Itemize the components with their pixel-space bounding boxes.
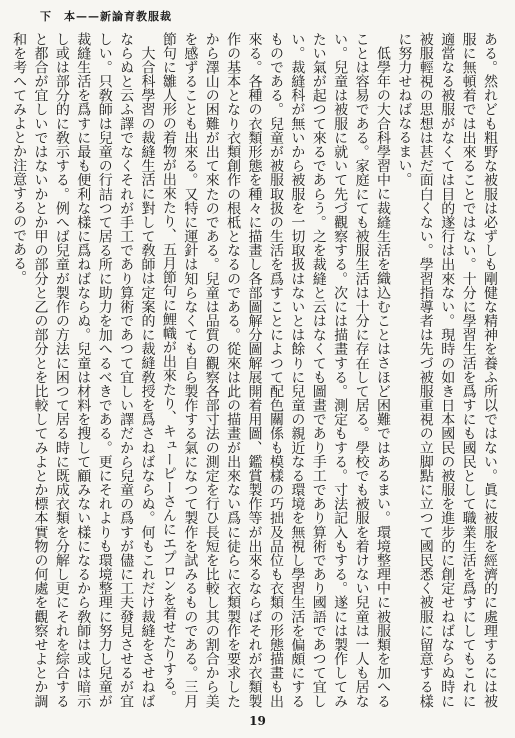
paragraph: ある。然れども粗野な被服は必ずしも剛健な精神を養ふ所以ではない。眞に被服を經濟的に處理するには被服に無頓着では出來ることではない。十分に學習生活を爲すにも國民として職業生活を爲すにしてもこれに適當なる被服がなくては目的遂行は出來ない。現時の如き日本國民の被服を進步的に創定せねばならぬ時に被服輕視の思想は甚だ面白くない。學習指導者は先づ被服重視の立脚點に立つて國民悉く被服に留意する樣に努力せねばなるまい。 [396, 32, 498, 708]
paragraph: 低學年の大合科學習中に裁縫生活を織込むことはさほど困難ではあるまい。環境整理中に被服類を加へることは容易である。家庭にても被服生活は十分に存在して居る。學校でも被服を着けない兒童は一人も居ない。兒童は被服に就いて先づ觀察する。次には描畫する。測定もする。寸法記入もする。遂には製作してみたい氣が起つて來るであらう。之を裁縫と云はなくても圖畫であり手工であり算術であり國語であつて宜しい。裁縫科が無いから被服を一切取扱はないとは餘りに兒童の親近なる環境を無視し學習生活を偏頗にするものである。兒童が被服取扱の生活を爲すことによつて配色關係も模樣の巧拙及品位も衣類の形態描畫も出來る。各種の衣類形態を種々に描畫し各部圖解分圖解展開着用圖、鑑賞製作等が出來るならばそれが衣類製作の基本となり衣類創作の根柢となるのである。從來は此の描畫が出來ない爲に徒らに衣類製作を要求したから澤山の困難が出て來たのである。兒童は品質の觀察各部寸法の測定を行ひ長短を比較し其の割合から美を感ずることも出來る。又特に運針は知らなくても自ら製作する氣になつて製作を試みるものである。三月節句に雛人形の着物が出來たり、五月節句に鯉幟が出來たり、キューピーさんにエプロンを着せたりする。 [160, 32, 391, 709]
running-head: 下 本——新論育教服裁 [40, 10, 172, 23]
page-number: 19 [249, 714, 266, 728]
paragraph: 大合科學習の裁縫生活に對して敎師は定案的に裁縫敎授を爲さねばならぬ。何もこれだけ裁縫をさせねばならぬと云ふ譯でなくそれが手工であり算術であつて宜しい譯だから兒童の爲すが儘に工夫發見させるが宜しい。只敎師は兒童の行詰つて居る所に助力を加へるべきである。更にそれよりも環境整理に努力し兒童が裁縫生活を爲すに最も便利な樣に爲ねばならぬ。兒童は材料を搜して顧みない樣になるから敎師は或は暗示し或は部分的に敎示する。例へば兒童が製作の方法に困つて居る時に既成衣類を分解し更にそれを綜合すると都合が宜しいではないかとか甲の部分と乙の部分とを比較してみよとか標本實物の何處を觀察せよとか調和を考へてみよとか注意するのである。 [11, 32, 156, 708]
body-text [11, 32, 500, 709]
